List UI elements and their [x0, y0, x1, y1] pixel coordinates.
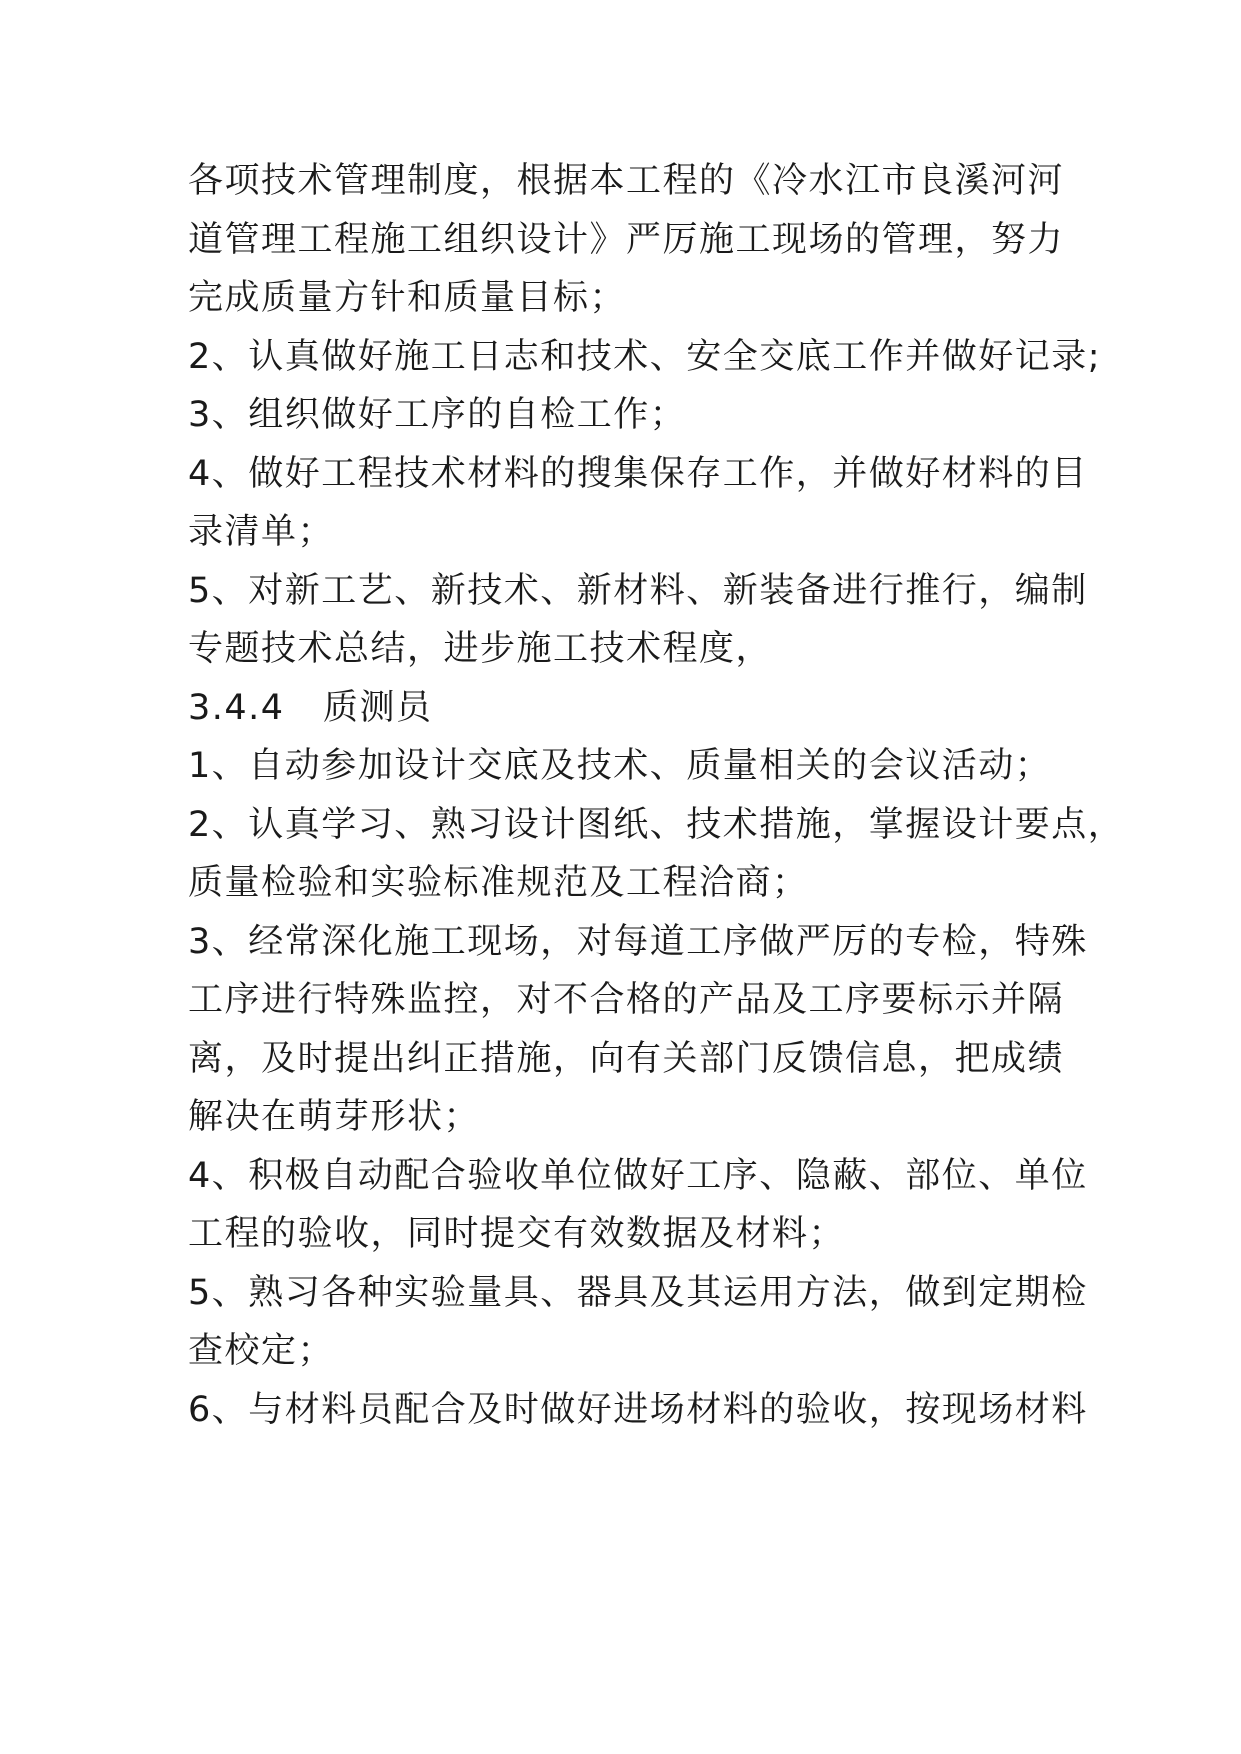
document-body	[188, 152, 1125, 1439]
section-heading	[188, 679, 1068, 738]
list-item: 2、认真做好施工日志和技术、安全交底工作并做好记录;	[188, 336, 1102, 377]
section-title: 质测员	[323, 687, 433, 728]
paragraph-line: 完成质量方针和质量目标；	[188, 278, 627, 318]
list-item: 1、自动参加设计交底及技术、质量相关的会议活动；	[188, 746, 1052, 786]
paragraph-line: 各项技术管理制度，根据本工程的《冷水江市良溪河河	[188, 161, 1065, 201]
list-item-continuation: 工程的验收，同时提交有效数据及材料；	[188, 1214, 846, 1254]
list-item: 2、认真学习、熟习设计图纸、技术措施，掌握设计要点，	[188, 804, 1125, 845]
list-item-continuation: 离，及时提出纠正措施，向有关部门反馈信息，把成绩	[188, 1038, 1065, 1079]
list-item: 5、熟习各种实验量具、器具及其运用方法，做到定期检	[188, 1272, 1088, 1313]
list-item-continuation: 查校定；	[188, 1331, 335, 1371]
list-item: 3、组织做好工序的自检工作；	[188, 395, 687, 435]
paragraph-line: 道管理工程施工组织设计》严厉施工现场的管理，努力	[188, 219, 1065, 260]
list-item: 6、与材料员配合及时做好进场材料的验收，按现场材料	[188, 1389, 1088, 1430]
list-item: 5、对新工艺、新技术、新材料、新装备进行推行，编制	[188, 570, 1088, 611]
list-item: 4、积极自动配合验收单位做好工序、隐蔽、部位、单位	[188, 1155, 1088, 1196]
list-item-continuation: 工序进行特殊监控，对不合格的产品及工序要标示并隔	[188, 980, 1065, 1020]
list-item-continuation: 质量检验和实验标准规范及工程洽商；	[188, 863, 809, 903]
list-item-continuation: 录清单；	[188, 512, 335, 552]
list-item-continuation: 专题技术总结，进步施工技术程度，	[188, 629, 773, 669]
list-item: 3、经常深化施工现场，对每道工序做严厉的专检，特殊	[188, 921, 1088, 962]
list-item-continuation: 解决在萌芽形状；	[188, 1097, 481, 1137]
section-number: 3.4.4	[188, 687, 285, 728]
list-item: 4、做好工程技术材料的搜集保存工作，并做好材料的目	[188, 453, 1088, 494]
